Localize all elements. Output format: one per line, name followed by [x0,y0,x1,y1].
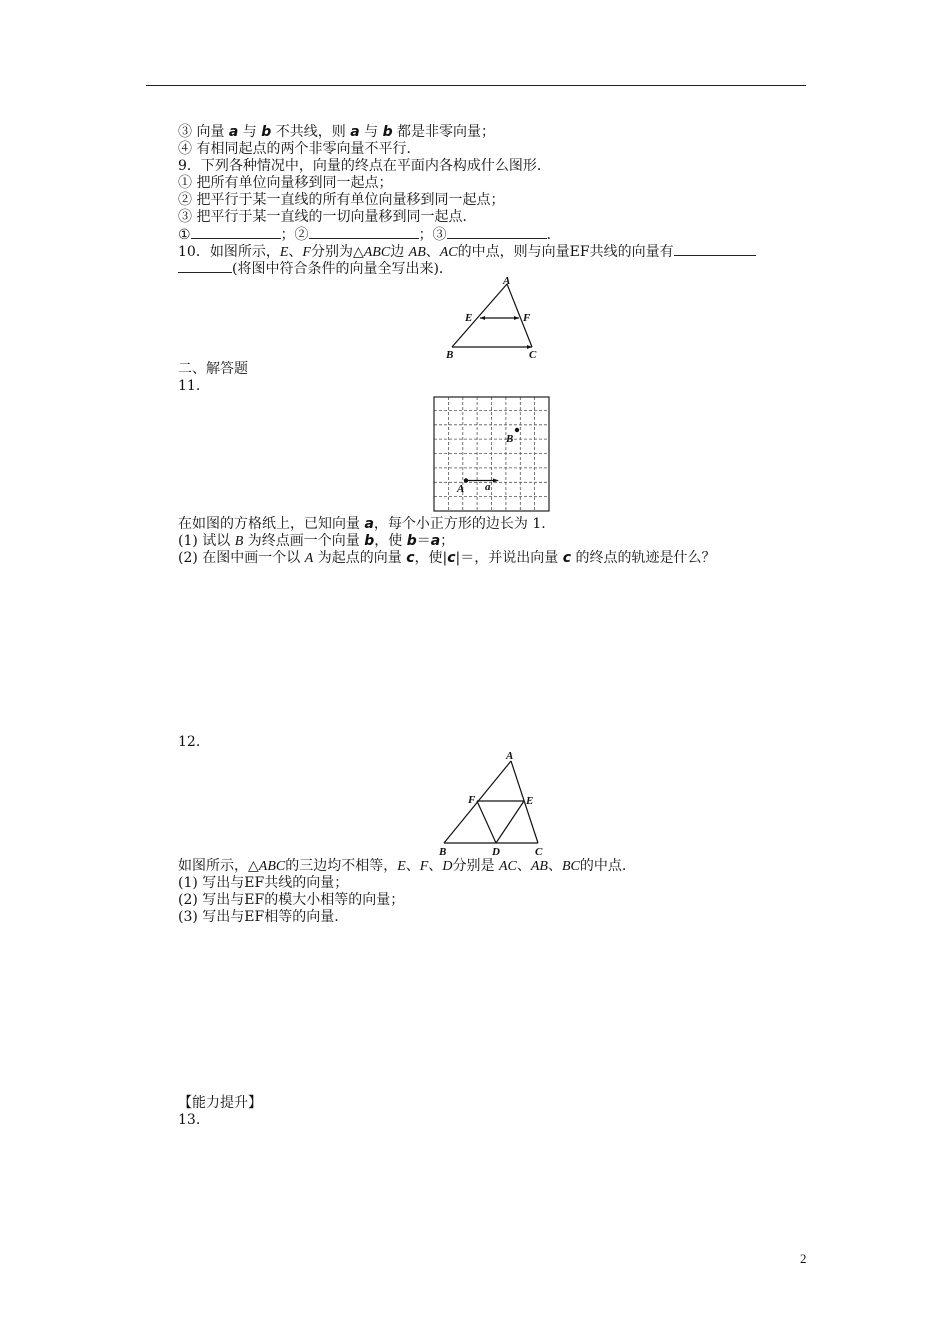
q11-part-2: (2) 在图中画一个以 A 为起点的向量 c，使|c|＝，并说出向量 c 的终点的轨迹是什么？ [178,550,716,566]
section-answer-questions: 二、解答题 [178,361,248,377]
label-f: F [523,312,531,324]
question-11-number: 11. [178,378,201,394]
answer-blank-4[interactable] [674,243,756,256]
statement-3: ③ 向量 a 与 b 不共线，则 a 与 b 都是非零向量； [178,124,496,140]
answer-blank-2[interactable] [309,226,419,239]
q9-part-1: ① 把所有单位向量移到同一起点； [178,175,393,191]
answer-blank-1[interactable] [191,226,281,239]
question-12-number: 12. [178,734,201,750]
triangle-figure-q10 [440,274,550,362]
answer-blank-5[interactable] [178,260,232,273]
question-13-number: 13. [178,1112,201,1128]
grid-figure-q11 [433,396,550,512]
q12-part-3: (3) 写出与EF相等的向量. [178,909,339,925]
label-b: B [506,433,514,445]
point-b [515,428,519,432]
section-ability-improvement: 【能力提升】 [178,1095,262,1111]
header-rule [146,85,806,86]
label-c: C [535,846,543,858]
q12-statement: 如图所示，△ABC的三边均不相等，E、F、D分别是 AC、AB、BC的中点. [178,858,627,874]
arrowhead-f [514,316,519,320]
label-f: F [468,794,476,806]
segment-ed [496,801,524,843]
q9-answer-blanks: ① ；② ；③ ． [178,227,561,243]
label-b: B [446,349,454,361]
arrowhead-e [480,316,485,320]
label-e: E [526,795,534,807]
q12-part-2: (2) 写出与EF的模大小相等的向量； [178,892,405,908]
segment-fd [477,801,496,843]
question-9: 9．下列各种情况中，向量的终点在平面内各构成什么图形． [178,158,551,174]
answer-blank-3[interactable] [447,226,547,239]
label-b: B [439,846,447,858]
side-ab [452,284,507,347]
label-c: C [529,349,537,361]
q9-part-3: ③ 把平行于某一直线的一切向量移到同一起点． [178,209,477,225]
side-ac [511,761,538,843]
label-a: A [506,750,514,762]
label-e: E [465,312,473,324]
vector-a-arrowhead [493,479,499,483]
point-a [464,478,468,482]
label-vector-a: a [485,481,491,493]
label-a: A [503,275,511,287]
triangle-figure-q12 [436,748,552,858]
q9-part-2: ② 把平行于某一直线的所有单位向量移到同一起点； [178,192,505,208]
q12-part-1: (1) 写出与EF共线的向量； [178,875,349,891]
label-d: D [492,846,500,858]
statement-4: ④ 有相同起点的两个非零向量不平行． [178,141,421,157]
question-10: 10．如图所示，E、F分别为△ABC边 AB、AC的中点，则与向量EF共线的向量有 [178,243,756,261]
q11-part-1: (1) 试以 B 为终点画一个向量 b，使 b＝a； [178,533,455,549]
page-number: 2 [800,1251,807,1266]
label-a: A [457,483,465,495]
q10-continuation: (将图中符合条件的向量全写出来)． [178,260,453,277]
q11-statement: 在如图的方格纸上，已知向量 a，每个小正方形的边长为 1. [178,516,546,532]
